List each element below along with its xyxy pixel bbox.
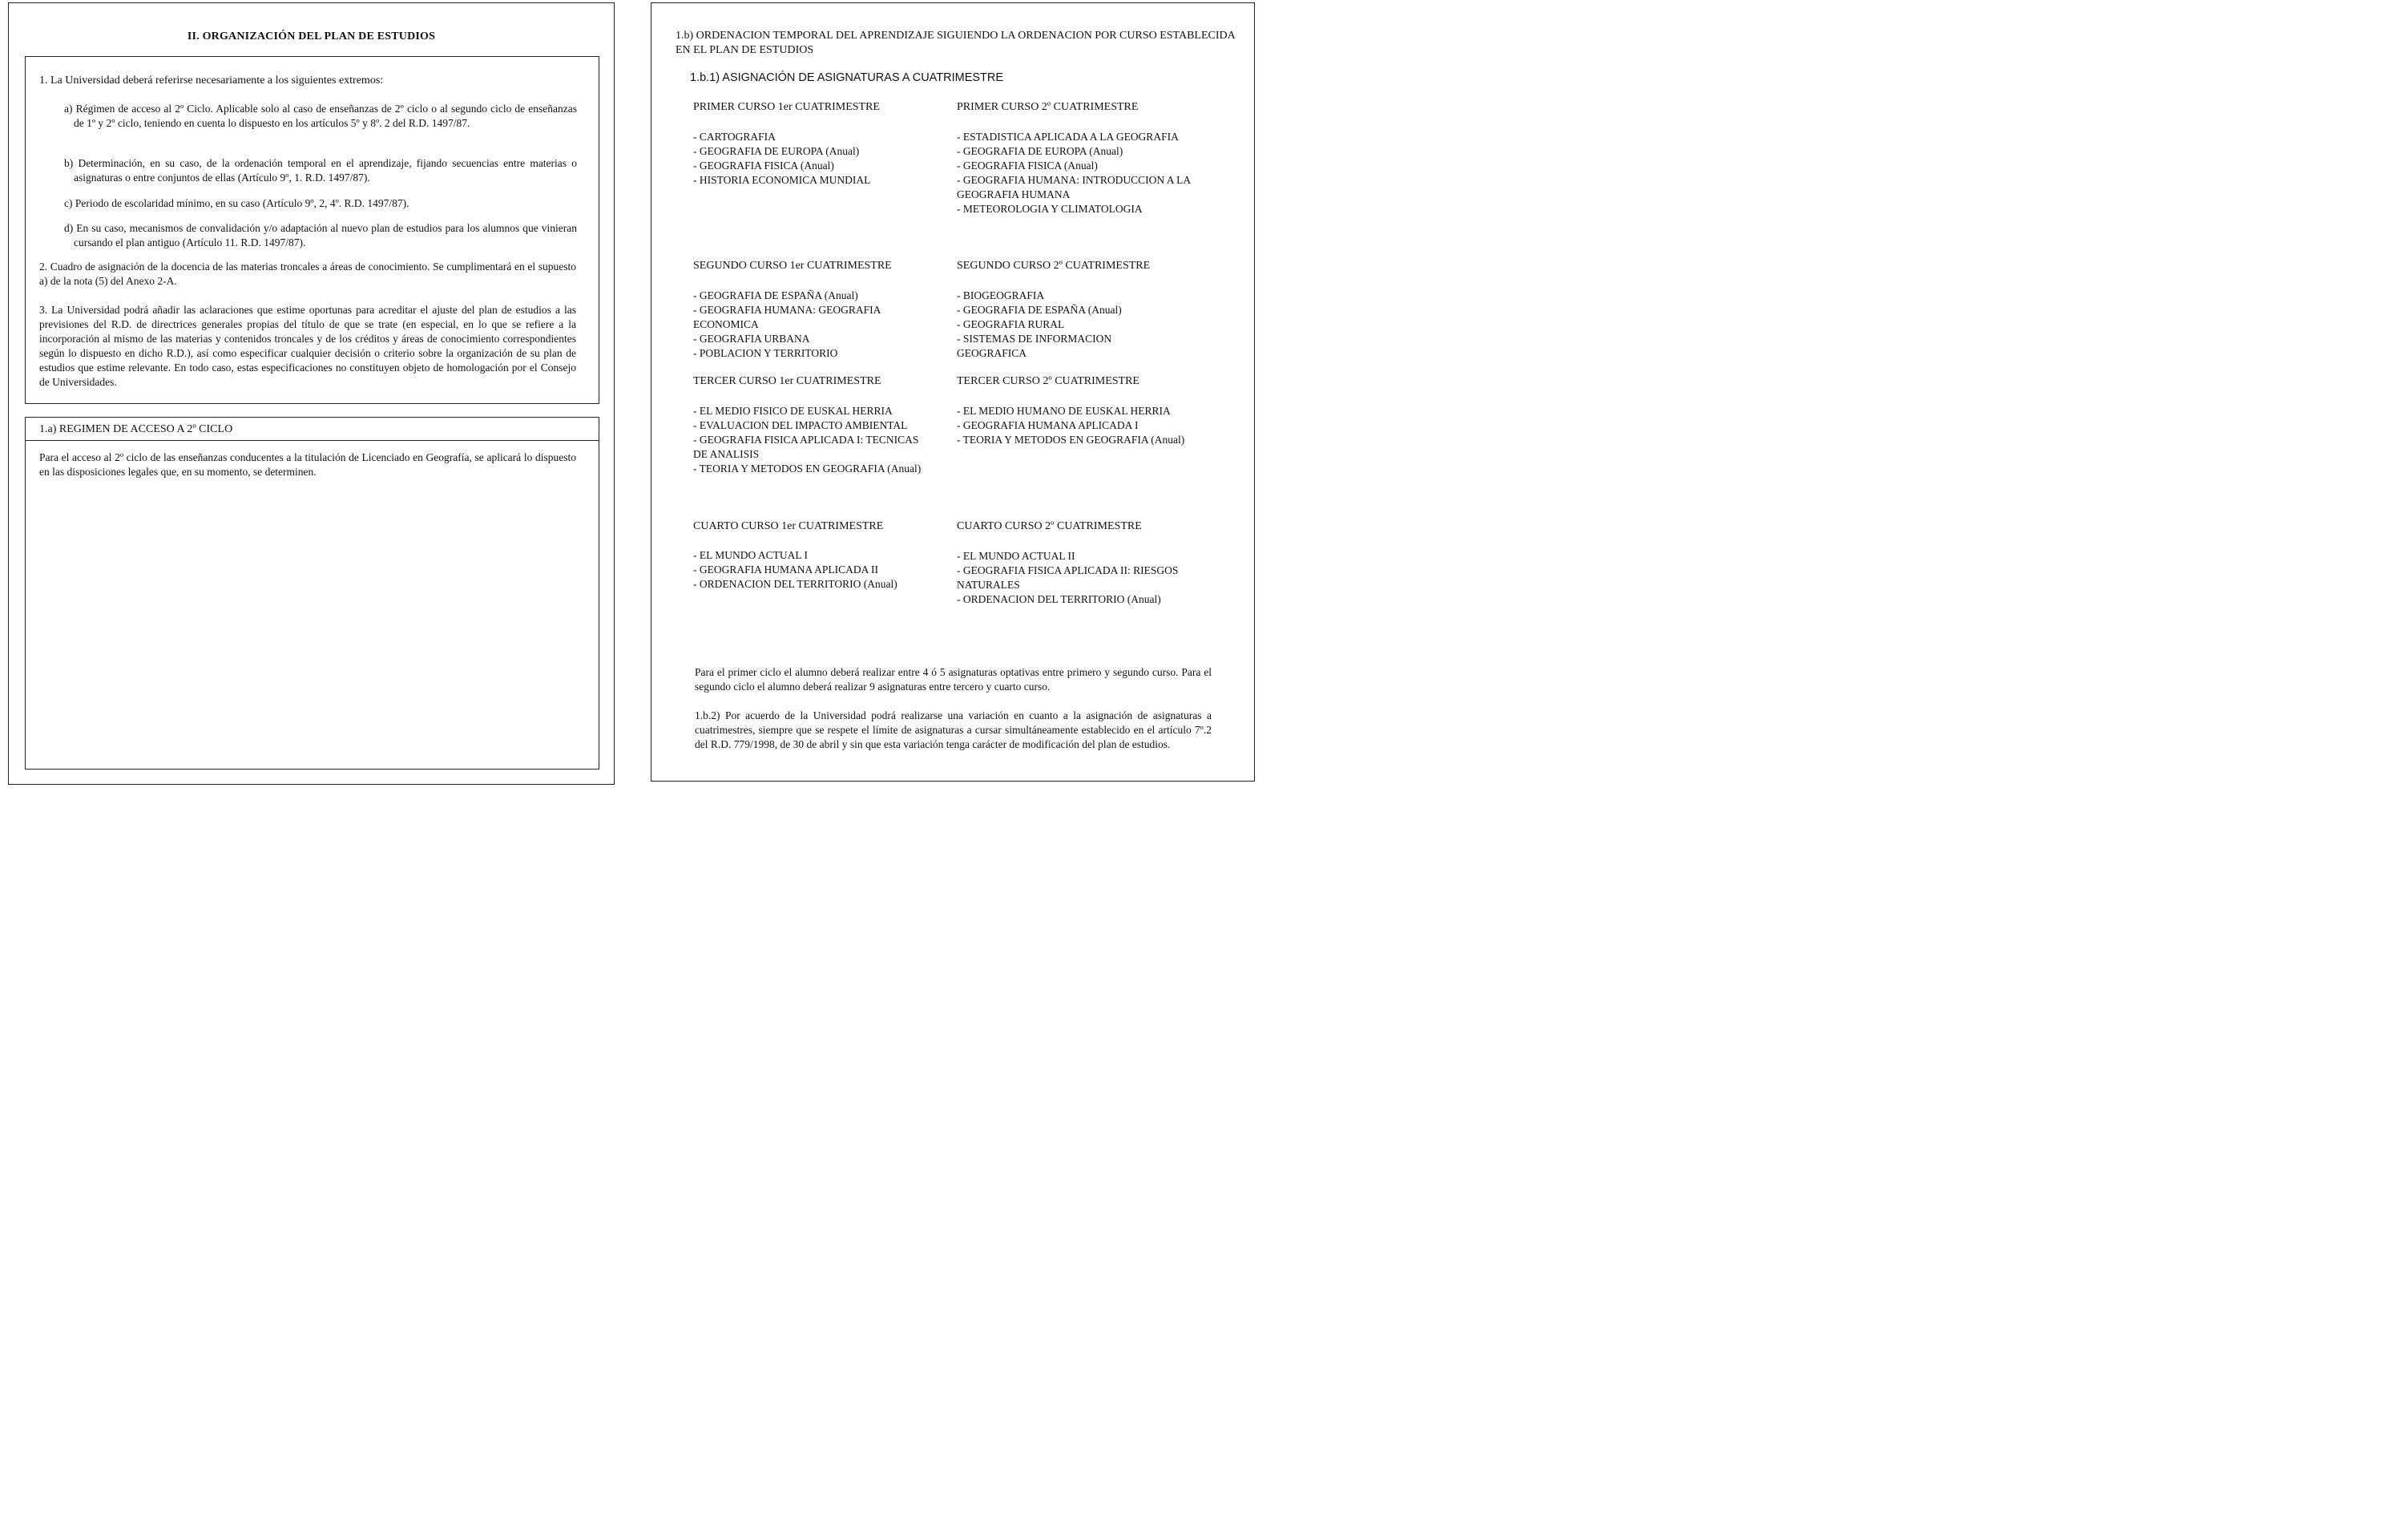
course-header: CUARTO CURSO 1er CUATRIMESTRE [693,520,884,532]
list-item: - ORDENACION DEL TERRITORIO (Anual) [693,578,897,590]
course-list [957,130,1193,216]
list-item: - SISTEMAS DE INFORMACION GEOGRAFICA [957,333,1112,359]
list-item: - GEOGRAFIA FISICA APLICADA II: RIESGOS NATURALES [957,564,1179,591]
list-item: - TEORIA Y METODOS EN GEOGRAFIA (Anual) [693,463,922,475]
access-regime-box [25,417,599,770]
section-heading: 1.b) ORDENACION TEMPORAL DEL APRENDIZAJE SIGUIENDO LA ORDENACION POR CURSO ESTABLECIDA EN EL PLAN DE ESTUDIOS [676,30,1235,56]
list-item: - CARTOGRAFIA [693,131,776,143]
course-header: CUARTO CURSO 2º CUATRIMESTRE [957,520,1142,532]
optional-subjects-note: Para el primer ciclo el alumno deberá realizar entre 4 ó 5 asignaturas optativas entre primero y segundo curso. Para el segundo ciclo el alumno deberá realizar 9 asignaturas entre tercero y cuarto curso. [695,666,1212,693]
list-item: - GEOGRAFIA FISICA APLICADA I: TECNICAS DE ANALISIS [693,434,919,460]
list-item: - GEOGRAFIA HUMANA: INTRODUCCION A LA GEOGRAFIA HUMANA [957,174,1191,200]
list-item: - TEORIA Y METODOS EN GEOGRAFIA (Anual) [957,434,1185,446]
list-item: - METEOROLOGIA Y CLIMATOLOGIA [957,203,1143,215]
item-a: a) Régimen de acceso al 2º Ciclo. Aplicable solo al caso de enseñanzas de 2º ciclo o al segundo ciclo de enseñanzas de 1º y 2º ciclo, teniendo en cuenta lo dispuesto en los artículos 5º y 8º. 2 del R.D. 1497/87. [64,103,577,129]
item-d: d) En su caso, mecanismos de convalidación y/o adaptación al nuevo plan de estudios para los alumnos que vinieran cursando el plan antiguo (Artículo 11. R.D. 1497/87). [64,222,577,248]
list-item: - GEOGRAFIA HUMANA APLICADA I [957,419,1139,431]
course-header: TERCER CURSO 2º CUATRIMESTRE [957,375,1139,387]
requirements-box [25,56,599,404]
course-list [693,130,934,188]
list-item: - ORDENACION DEL TERRITORIO (Anual) [957,593,1161,605]
list-item: - EL MUNDO ACTUAL II [957,550,1075,562]
page-title: II. ORGANIZACIÓN DEL PLAN DE ESTUDIOS [187,30,436,42]
list-item: - EVALUACION DEL IMPACTO AMBIENTAL [693,419,908,431]
list-item: - GEOGRAFIA URBANA [693,333,810,345]
course-list [957,404,1185,447]
course-list [957,549,1193,607]
list-item: - GEOGRAFIA DE EUROPA (Anual) [957,145,1123,157]
course-list [693,289,930,361]
list-item: - EL MEDIO HUMANO DE EUSKAL HERRIA [957,405,1171,417]
course-list [957,289,1153,361]
intro-text: 1. La Universidad deberá referirse necesariamente a los siguientes extremos: [39,75,384,87]
point-2: 2. Cuadro de asignación de la docencia de las materias troncales a áreas de conocimiento. Se cumplimentará en el supuesto a) de la nota (5) del Anexo 2-A. [39,261,576,287]
point-3: 3. La Universidad podrá añadir las aclaraciones que estime oportunas para acreditar el ajuste del plan de estudios a las previsiones del R.D. de directrices generales propias del título de que se trate (en especial, en lo que se refiere a la incorporación al mismo de las materias y contenidos troncales y de los créditos y áreas de conocimiento correspondientes según lo dispuesto en dicho R.D.), así como especificar cualquier decisión o criterio sobre la organización de su plan de estudios que estime relevante. En todo caso, estas especificaciones no constituyen objeto de homologación por el Consejo de Universidades. [39,304,576,388]
list-item: - GEOGRAFIA DE EUROPA (Anual) [693,145,860,157]
course-header: TERCER CURSO 1er CUATRIMESTRE [693,375,881,387]
course-list [693,548,942,592]
list-item: - POBLACION Y TERRITORIO [693,347,838,359]
list-item: - EL MEDIO FISICO DE EUSKAL HERRIA [693,405,893,417]
section-subheading: 1.b.1) ASIGNACIÓN DE ASIGNATURAS A CUATRIMESTRE [690,71,1004,84]
item-b: b) Determinación, en su caso, de la ordenación temporal en el aprendizaje, fijando secuencias entre materias o asignaturas o entre conjuntos de ellas (Artículo 9º, 1. R.D. 1497/87). [64,157,577,184]
course-header: PRIMER CURSO 1er CUATRIMESTRE [693,101,880,113]
list-item: - ESTADISTICA APLICADA A LA GEOGRAFIA [957,131,1179,143]
divider [26,440,599,441]
list-item: - GEOGRAFIA DE ESPAÑA (Anual) [957,304,1122,316]
list-item: - GEOGRAFIA FISICA (Anual) [957,160,1098,172]
list-item: - BIOGEOGRAFIA [957,289,1045,301]
list-item: - GEOGRAFIA HUMANA: GEOGRAFIA ECONOMICA [693,304,881,330]
course-header: SEGUNDO CURSO 2º CUATRIMESTRE [957,260,1151,272]
variation-note: 1.b.2) Por acuerdo de la Universidad podrá realizarse una variación en cuanto a la asignación de asignaturas a cuatrimestres, siempre que se respete el límite de asignaturas a cursar simultáneamente establecido en el artículo 7º.2 del R.D. 779/1998, de 30 de abril y sin que esta variación tenga carácter de modificación del plan de estudios. [695,709,1212,750]
list-item: - GEOGRAFIA HUMANA APLICADA II [693,564,879,576]
list-item: - GEOGRAFIA FISICA (Anual) [693,160,834,172]
right-page [651,2,1255,782]
list-item: - GEOGRAFIA RURAL [957,318,1065,330]
list-item: - GEOGRAFIA DE ESPAÑA (Anual) [693,289,858,301]
item-c: c) Periodo de escolaridad mínimo, en su caso (Artículo 9º, 2, 4º. R.D. 1497/87). [64,197,409,209]
course-list [693,404,922,476]
left-page [8,2,615,785]
course-header: SEGUNDO CURSO 1er CUATRIMESTRE [693,260,892,272]
list-item: - EL MUNDO ACTUAL I [693,549,808,561]
access-regime-title: 1.a) REGIMEN DE ACCESO A 2º CICLO [39,423,233,435]
list-item: - HISTORIA ECONOMICA MUNDIAL [693,174,871,186]
course-header: PRIMER CURSO 2º CUATRIMESTRE [957,101,1139,113]
access-regime-text: Para el acceso al 2º ciclo de las enseñanzas conducentes a la titulación de Licenciado en Geografía, se aplicará lo dispuesto en las disposiciones legales que, en su momento, se determinen. [39,451,576,478]
